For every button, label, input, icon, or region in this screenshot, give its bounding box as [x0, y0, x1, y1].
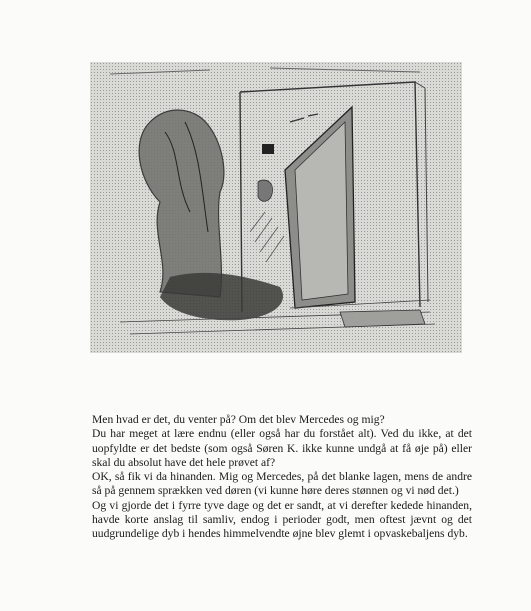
sketch-drawing [90, 62, 462, 353]
illustration [90, 62, 462, 353]
paragraph-2: Du har meget at lære endnu (eller også har du forstået alt). Ved du ikke, at det uopfyldte er det bedste (som også Søren K. ikke kunne undgå at få øje på) eller skal du absolut have det hele prøvet af? [92, 427, 472, 469]
paragraph-1: Men hvad er det, du venter på? Om det blev Mercedes og mig? [92, 413, 385, 426]
paragraph-3: OK, så fik vi da hinanden. Mig og Mercedes, på det blanke lagen, mens de andre så på gennem sprækken ved døren (vi kunne høre deres stønnen og vi nød det.) [92, 470, 472, 498]
body-text [92, 413, 472, 542]
paragraph-4: Og vi gjorde det i fyrre tyve dage og det er sandt, at vi derefter kedede hinanden, havde korte anslag til samliv, endog i perioder godt, men oftest jævnt og det uudgrundelige dyb i hendes himmelvendte øjne blev glemt i opvaskebaljens dyb. [92, 498, 472, 541]
